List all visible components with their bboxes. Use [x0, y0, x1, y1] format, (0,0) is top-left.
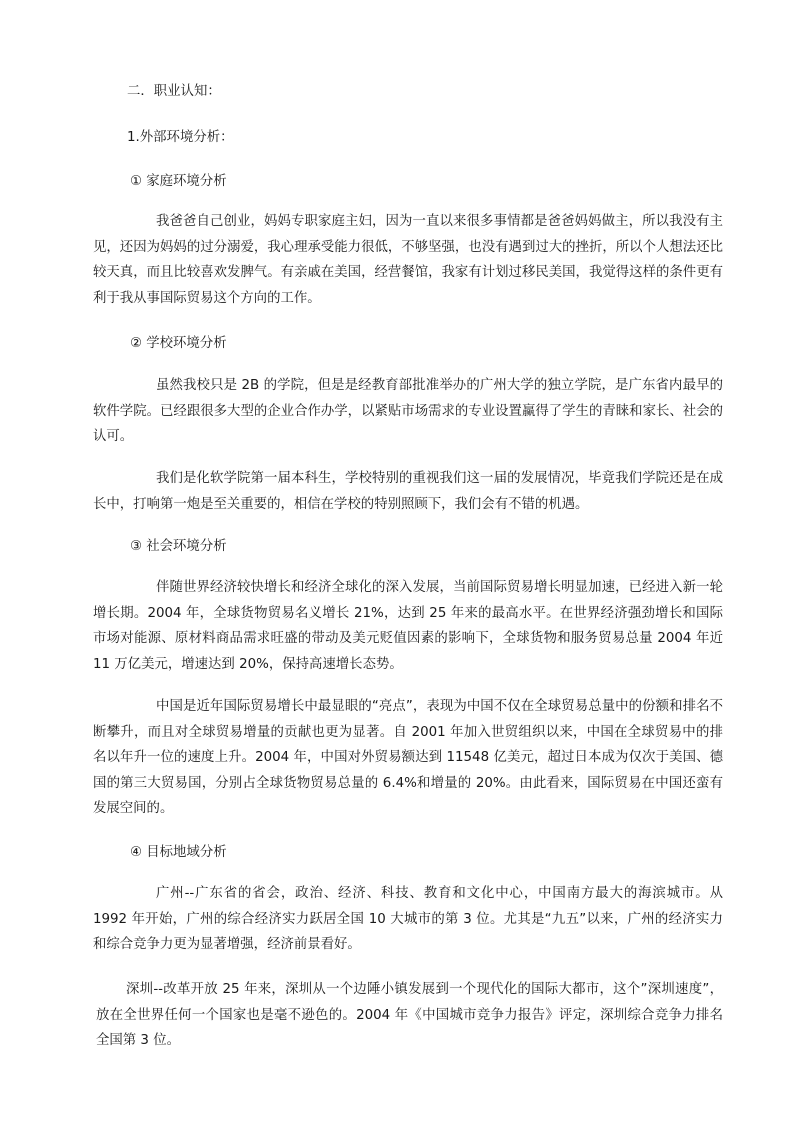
society-paragraph-1: 伴随世界经济较快增长和经济全球化的深入发展，当前国际贸易增长明显加速，已经进入新一轮增长期。2004 年，全球货物贸易名义增长 21%，达到 25 年来的最高水平。在世界经济强劲增长和国际市场对能源、原材料商品需求旺盛的带动及美元贬值因素的影响下，全球货物和服务贸易总量 2004 年近 11 万亿美元，增速达到 20%，保持高速增长态势。 [93, 580, 723, 672]
region-heading: ④ 目标地域分析 [130, 845, 227, 860]
society-paragraph-2: 中国是近年国际贸易增长中最显眼的“亮点”，表现为中国不仅在全球贸易总量中的份额和排名不断攀升，而且对全球贸易增量的贡献也更为显著。自 2001 年加入世贸组织以来，中国在全球贸易中的排名以年升一位的速度上升。2004 年，中国对外贸易额达到 11548 亿美元，超过日本成为仅次于美国、德国的第三大贸易国，分别占全球货物贸易总量的 6.4%和增量的 20%。由此看来，国际贸易在中国还蛮有发展空间的。 [93, 699, 723, 816]
region-paragraph-1: 广州--广东省的省会，政治、经济、科技、教育和文化中心，中国南方最大的海滨城市。从 1992 年开始，广州的综合经济实力跃居全国 10 大城市的第 3 位。尤其是“九五”以来，广州的经济实力和综合竞争力更为显著增强，经济前景看好。 [93, 886, 723, 952]
school-heading: ② 学校环境分析 [130, 336, 227, 351]
family-paragraph: 我爸爸自己创业，妈妈专职家庭主妇，因为一直以来很多事情都是爸爸妈妈做主，所以我没有主见，还因为妈妈的过分溺爱，我心理承受能力很低，不够坚强，也没有遇到过大的挫折，所以个人想法还比较天真，而且比较喜欢发脾气。有亲戚在美国，经营餐馆，我家有计划过移民美国，我觉得这样的条件更有利于我从事国际贸易这个方向的工作。 [93, 214, 723, 306]
school-paragraph-1: 虽然我校只是 2B 的学院，但是是经教育部批准举办的广州大学的独立学院，是广东省内最早的软件学院。已经跟很多大型的企业合作办学，以紧贴市场需求的专业设置赢得了学生的青睐和家长、社会的认可。 [93, 378, 723, 444]
family-heading: ① 家庭环境分析 [130, 174, 227, 189]
region-paragraph-2: 深圳--改革开放 25 年来，深圳从一个边陲小镇发展到一个现代化的国际大都市，这个”深圳速度”，放在全世界任何一个国家也是毫不逊色的。2004 年《中国城市竞争力报告》评定，深圳综合竞争力排名全国第 3 位。 [96, 982, 723, 1048]
subsection-title: 1.外部环境分析： [127, 130, 234, 145]
society-heading: ③ 社会环境分析 [130, 539, 227, 554]
school-paragraph-2: 我们是化软学院第一届本科生，学校特别的重视我们这一届的发展情况，毕竟我们学院还是在成长中，打响第一炮是至关重要的，相信在学校的特别照顾下，我们会有不错的机遇。 [93, 471, 723, 512]
section-title: 二．职业认知： [127, 84, 221, 99]
